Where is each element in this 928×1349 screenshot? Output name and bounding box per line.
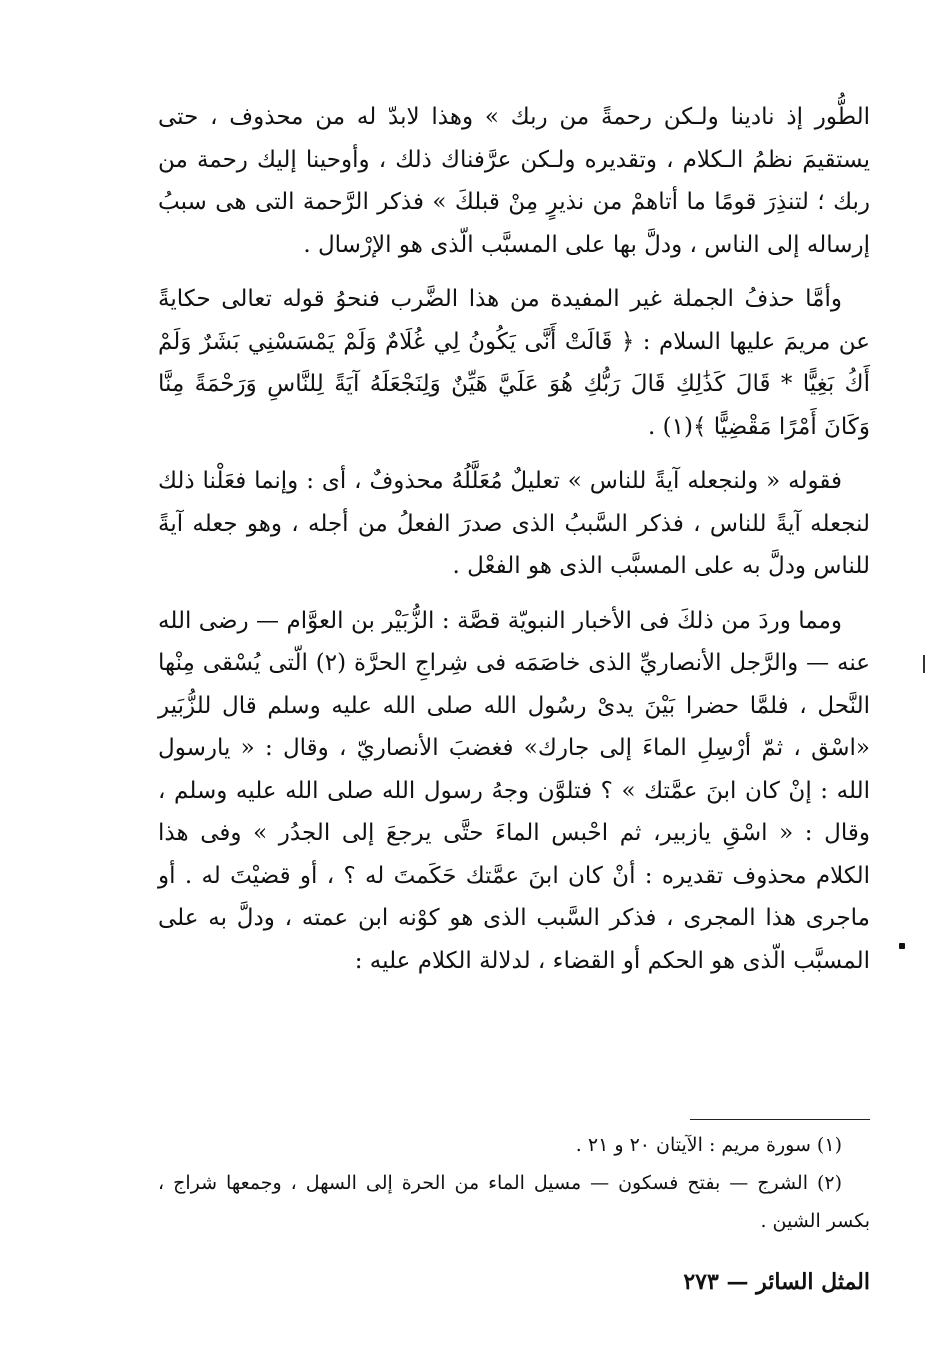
main-text <box>158 96 870 994</box>
footnote-2: (٢) الشرج — بفتح فسكون — مسيل الماء من الحرة إلى السهل ، وجمعها شراج ، بكسر الشين . <box>158 1172 870 1232</box>
footnote-1: (١) سورة مريم : الآيتان ٢٠ و ٢١ . <box>575 1134 842 1156</box>
footnote-divider <box>690 1119 870 1120</box>
paragraph-3: فقوله « ولنجعله آيةً للناس » تعليلٌ مُعَلَّلُهُ محذوفٌ ، أى : وإنما فعَلْنا ذلك لنجعله آيةً للناس ، فذكر السَّببُ الذى صدرَ الفعلُ من أجله ، وهو جعله آيةً للناس ودلَّ به على المسبَّب الذى هو الفعْل . <box>158 468 870 579</box>
paragraph-4: ومما وردَ من ذلكَ فى الأخبار النبويّة قصَّة : الزُّبَيْر بن العوَّام — رضى الله عنه — والرَّجل الأنصاريِّ الذى خاصَمَه فى شِراجِ الحرَّة (٢) الّتى يُسْقى مِنْها النَّحل ، فلمَّا حضرا بَيْنَ يدىْ رسُول الله صلى الله عليه وسلم قال للزُّبَير «اسْق ، ثمّ أرْسِلِ الماءَ إلى جارك» فغضبَ الأنصاريّ ، وقال : « يارسول الله : إنْ كان ابنَ عمَّتك » ؟ فتلوَّن وجهُ رسول الله صلى الله عليه وسلم ، وقال : « اسْقِ يازبير، ثم احْبس الماءَ حتَّى يرجعَ إلى الجدُر » وفى هذا الكلام محذوف تقديره : أنْ كان ابنَ عمَّتك حَكَمتَ له ؟ ، أو قضيْتَ له . أو ماجرى هذا المجرى ، فذكر السَّبب الذى هو كوْنه ابن عمته ، ودلَّ به على المسبَّب الّذى هو الحكم أو القضاء ، لدلالة الكلام عليه : <box>158 607 871 974</box>
footnotes <box>158 1126 870 1240</box>
margin-dot <box>899 943 905 949</box>
paragraph-1: الطُّور إذ نادينا ولـكن رحمةً من ربك » وهذا لابدّ له من محذوف ، حتى يستقيمَ نظمُ الـكلام ، وتقديره ولـكن عرَّفناك ذلك ، وأوحينا إليك رحمة من ربك ؛ لتنذِرَ قومًا ما أتاهمْ من نذيرٍ مِنْ قبلكَ » فذكر الرَّحمة التى هى سببُ إرساله إلى الناس ، ودلَّ بها على المسبَّب الّذى هو الإرْسال . <box>158 104 870 258</box>
margin-tick-mark <box>923 655 925 673</box>
paragraph-2: وأمَّا حذفُ الجملة غير المفيدة من هذا الضَّرب فنحوُ قوله تعالى حكايةً عن مريمَ عليها السلام : ﴿ قَالَتْ أَنَّى يَكُونُ لِي غُلَامٌ وَلَمْ يَمْسَسْنِي بَشَرٌ وَلَمْ أَكُ بَغِيًّا * قَالَ كَذَٰلِكِ قَالَ رَبُّكِ هُوَ عَلَيَّ هَيِّنٌ وَلِنَجْعَلَهُ آيَةً لِلنَّاسِ وَرَحْمَةً مِنَّا وَكَانَ أَمْرًا مَقْضِيًّا ﴾(١) . <box>158 286 870 440</box>
page-footer-title: المثل السائر — ٢٧٣ <box>683 1269 870 1295</box>
